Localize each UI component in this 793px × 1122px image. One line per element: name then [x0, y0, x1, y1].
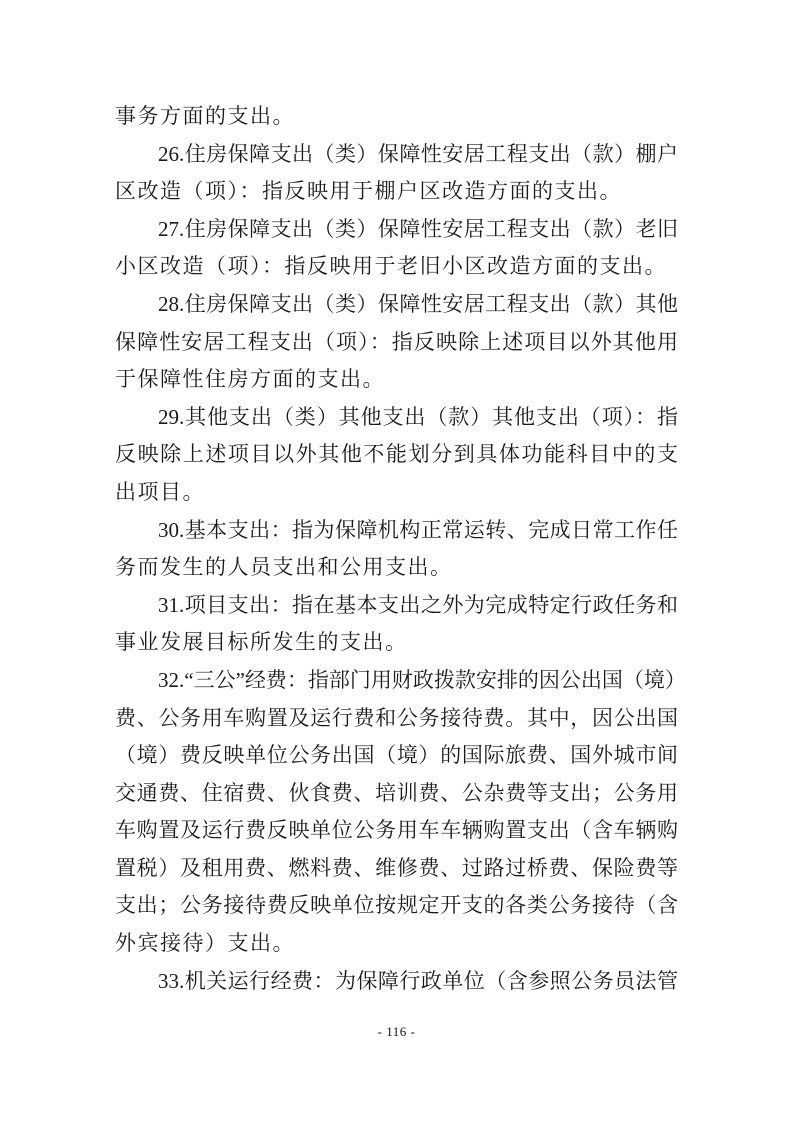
text-line: 交通费、住宿费、伙食费、培训费、公杂费等支出；公务用	[115, 780, 678, 805]
text-line: 33.机关运行经费：为保障行政单位（含参照公务员法管	[158, 968, 678, 993]
text-line: 29.其他支出（类）其他支出（款）其他支出（项）：指	[158, 404, 678, 429]
text-line: 事业发展目标所发生的支出。	[115, 630, 408, 655]
text-line: 务而发生的人员支出和公用支出。	[115, 555, 453, 580]
text-line: 费、公务用车购置及运行费和公务接待费。其中，因公出国	[115, 705, 678, 730]
text-line: 反映除上述项目以外其他不能划分到具体功能科目中的支	[115, 442, 678, 467]
text-line: 外宾接待）支出。	[115, 931, 295, 956]
text-line: 27.住房保障支出（类）保障性安居工程支出（款）老旧	[158, 216, 678, 241]
text-line: 26.住房保障支出（类）保障性安居工程支出（款）棚户	[158, 141, 678, 166]
text-line: 保障性安居工程支出（项）：指反映除上述项目以外其他用	[115, 329, 678, 354]
text-line: 置税）及租用费、燃料费、维修费、过路过桥费、保险费等	[115, 855, 678, 880]
text-line: 小区改造（项）：指反映用于老旧小区改造方面的支出。	[115, 254, 667, 279]
text-line: 31.项目支出：指在基本支出之外为完成特定行政任务和	[158, 592, 678, 617]
text-line: 28.住房保障支出（类）保障性安居工程支出（款）其他	[158, 291, 678, 316]
text-line: 事务方面的支出。	[115, 104, 295, 128]
text-line: 30.基本支出：指为保障机构正常运转、完成日常工作任	[158, 517, 678, 542]
page-number: - 116 -	[377, 1024, 416, 1039]
text-line: （境）费反映单位公务出国（境）的国际旅费、国外城市间	[115, 743, 678, 768]
document-body	[115, 98, 686, 1000]
text-line: 区改造（项）：指反映用于棚户区改造方面的支出。	[115, 179, 622, 204]
text-line: 出项目。	[115, 479, 205, 504]
text-line: 车购置及运行费反映单位公务用车车辆购置支出（含车辆购	[115, 818, 678, 843]
text-line: 支出；公务接待费反映单位按规定开支的各类公务接待（含	[115, 893, 678, 918]
page-footer	[0, 1024, 793, 1040]
text-line: 于保障性住房方面的支出。	[115, 367, 385, 392]
text-line: 32.“三公”经费：指部门用财政拨款安排的因公出国（境）	[158, 667, 686, 692]
